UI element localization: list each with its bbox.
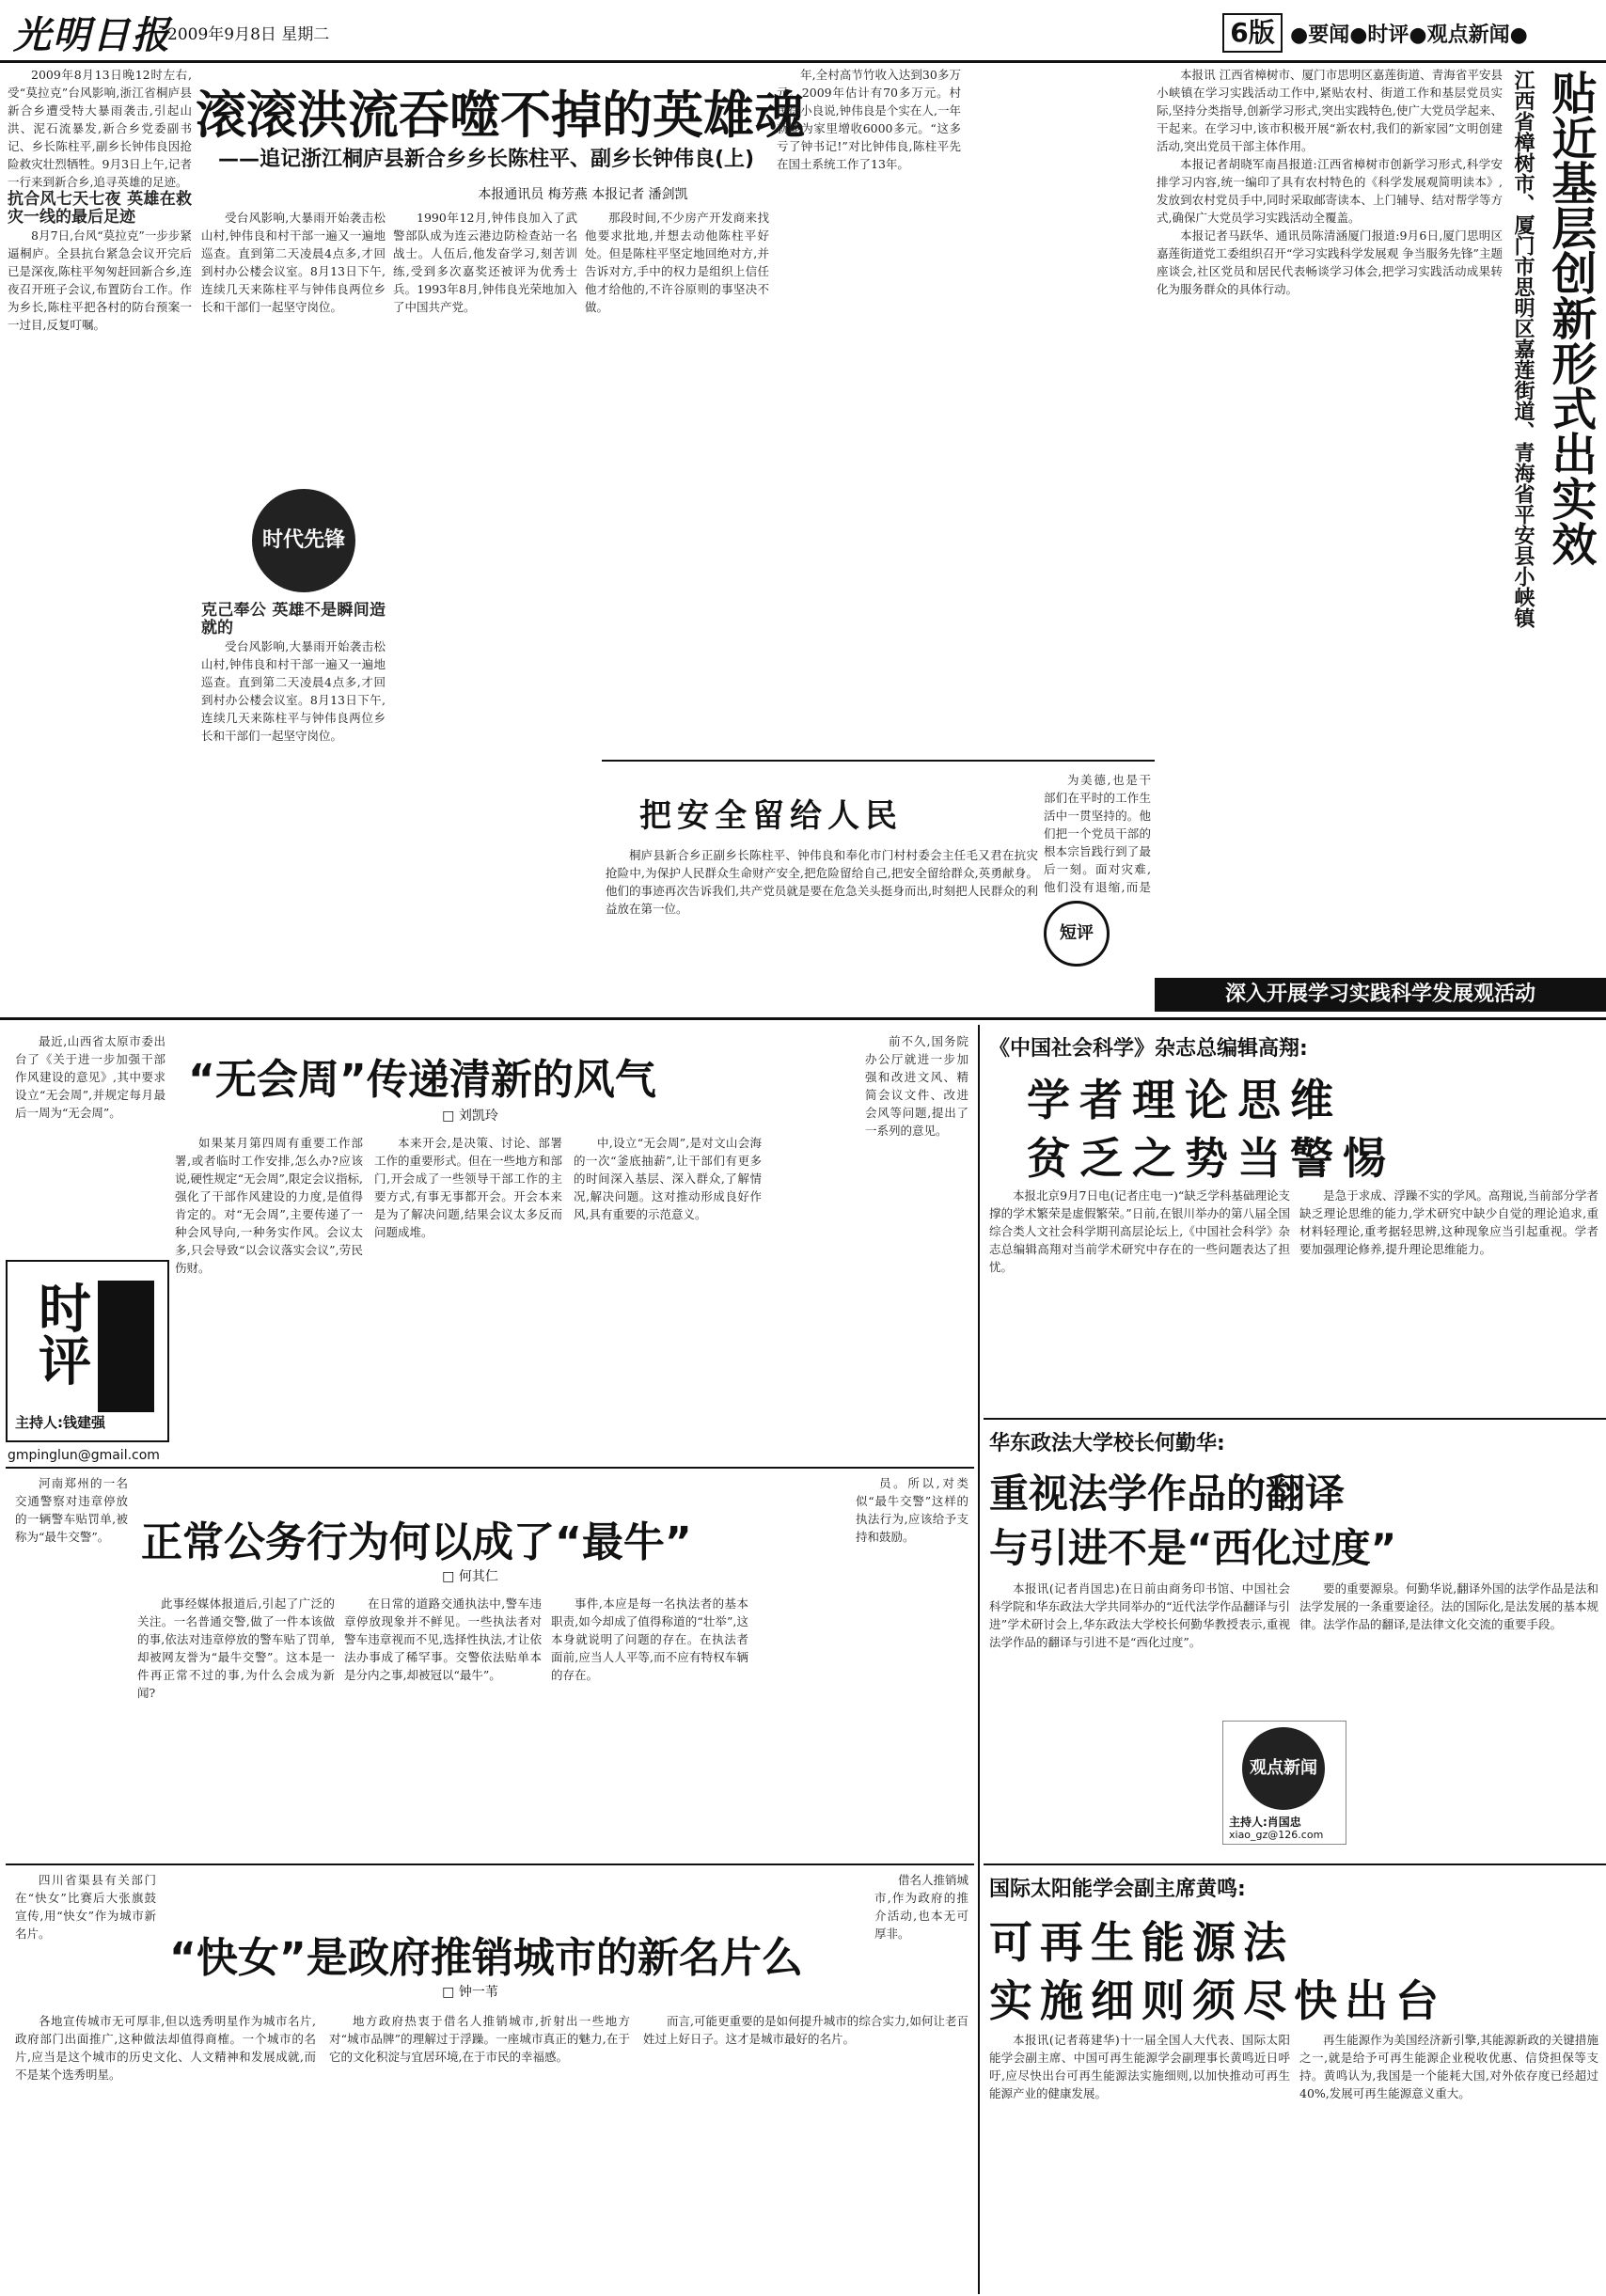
art2-column-2: 在日常的道路交通执法中,警车违章停放现象并不鲜见。一些执法者对警车违章视而不见,选择性执法,才让依法办事成了稀罕事。交警依法贴单本是分内之事,却被冠以“最牛”。 bbox=[344, 1596, 542, 1682]
art3-right: 借名人推销城市,作为政府的推介活动,也本无可厚非。 bbox=[874, 1873, 968, 1941]
section-tabs: ●要闻●时评●观点新闻● bbox=[1290, 24, 1528, 47]
news2-column-1: 本报讯(记者肖国忠)在日前由商务印书馆、中国社会科学院和华东政法大学共同举办的“近代法学作品翻译与引进”学术研讨会上,华东政法大学校长何勤华教授表示,重视法学作品的翻译与引进不是“西化过度”。 bbox=[989, 1581, 1290, 1649]
art2-right: 员。所以,对类似“最牛交警”这样的执法行为,应该给予支持和鼓励。 bbox=[856, 1476, 968, 1544]
right-story-body: 本报讯 江西省樟树市、厦门市思明区嘉莲街道、青海省平安县小峡镇在学习实践活动工作中,紧贴农村、街道工作和基层党员实际,坚持分类指导,创新学习形式,突出实践特色,使广大党员学起来、干起来。在学习中,该市积极开展“新农村,我们的新家园”文明创建活动,突出党员干部主体作用。 本报记者胡晓军南昌报道:江西省樟树市创新学习形式,科学安排学习内容,统一编印了具有农村特色的《科学发展观简明读本》,发放到农村党员手中,同时采取邮寄读本、上门辅导、结对帮学等方式,确保广大党员学习实践活动全覆盖。 本报记者马跃华、通讯员陈清涵厦门报道:9月6日,厦门思明区嘉莲街道党工委组织召开“学习实践科学发展观 争当服务先锋”主题座谈会,社区党员和居民代表畅谈学习体会,把学习实践活动成果转化为服务群众的具体行动。 bbox=[1157, 68, 1503, 296]
divider-news2 bbox=[984, 1418, 1606, 1420]
divider-art2 bbox=[6, 1467, 974, 1469]
ink-decoration-icon bbox=[98, 1281, 154, 1412]
art2-column-3: 事件,本应是每一名执法者的基本职责,如今却成了值得称道的“壮举”,这本身就说明了问题的存在。在执法者面前,应当人人平等,而不应有特权车辆的存在。 bbox=[551, 1596, 748, 1682]
dateline: 2009年9月8日 星期二 bbox=[167, 25, 330, 44]
lead-column-2b: 克己奉公 英雄不是瞬间造就的 受台风影响,大暴雨开始袭击松山村,钟伟良和村干部一遍又一遍地巡查。直到第二天凌晨4点多,才回到村办公楼会议室。8月13日下午,连续几天来陈柱平与钟伟良两位乡长和干部们一起坚守岗位。 bbox=[201, 602, 386, 743]
news2-title-line2: 与引进不是“西化过度” bbox=[989, 1525, 1397, 1571]
art3-lead: 四川省渠县有关部门在“快女”比赛后大张旗鼓宣传,用“快女”作为城市新名片。 bbox=[15, 1873, 156, 1941]
right-story-title: 贴近基层创新形式出实效 bbox=[1544, 70, 1597, 566]
lead-subhead-1: 抗合风七天七夜 英雄在救灾一线的最后足迹 bbox=[8, 190, 192, 227]
news1-column-2: 是急于求成、浮躁不实的学风。高翔说,当前部分学者缺乏理论思维的能力,学术研究中缺少自觉的理论追求,重材料轻理论,重考据轻思辨,这种现象应当引起重视。学者要加强理论修养,提升理论思维能力。 bbox=[1299, 1188, 1598, 1256]
art1-column-3: 中,设立“无会周”,是对文山会海的一次“釜底抽薪”,让干部们有更多的时间深入基层、深入群众,了解情况,解决问题。这对推动形成良好作风,具有重要的示范意义。 bbox=[574, 1136, 762, 1221]
news2-title-line1: 重视法学作品的翻译 bbox=[989, 1470, 1346, 1517]
news1-title-line1: 学者理论思维 bbox=[1027, 1075, 1343, 1125]
art3-column-2: 地方政府热衷于借名人推销城市,折射出一些地方对“城市品牌”的理解过于浮躁。一座城市真正的魅力,在于它的文化积淀与宜居环境,在于市民的幸福感。 bbox=[329, 2014, 630, 2064]
campaign-banner: 深入开展学习实践科学发展观活动 bbox=[1155, 978, 1606, 1012]
opinion-news-host: 主持人:肖国忠 bbox=[1229, 1816, 1301, 1829]
art1-column-1: 如果某月第四周有重要工作部署,或者临时工作安排,怎么办?应该说,硬性规定“无会周”,限定会议指标,强化了干部作风建设的力度,是值得肯定的。对“无会周”,主要传递了一种会风导向,一种务实作风。会议太多,只会导致“以会议落实会议”,劳民伤财。 bbox=[175, 1136, 363, 1275]
opinion-news-box bbox=[1222, 1721, 1346, 1845]
art3-column-3: 而言,可能更重要的是如何提升城市的综合实力,如何让老百姓过上好日子。这才是城市最好的名片。 bbox=[643, 2014, 968, 2046]
art1-lead: 最近,山西省太原市委出台了《关于进一步加强干部作风建设的意见》,其中要求设立“无会周”,并规定每月最后一周为“无会周”。 bbox=[15, 1034, 165, 1120]
art2-column-1: 此事经媒体报道后,引起了广泛的关注。一名普通交警,做了一件本该做的事,依法对违章停放的警车贴了罚单,却被网友誉为“最牛交警”。这本是一件再正常不过的事,为什么会成为新闻? bbox=[137, 1596, 335, 1700]
commentary-email: gmpinglun@gmail.com bbox=[8, 1448, 160, 1463]
opinion-news-badge: 观点新闻 bbox=[1242, 1727, 1325, 1810]
art1-author: □ 刘凯玲 bbox=[442, 1109, 498, 1124]
news3-title-line1: 可再生能源法 bbox=[989, 1917, 1294, 1968]
masthead bbox=[0, 0, 1606, 63]
lead-title: 滚滚洪流吞噬不掉的英雄魂 bbox=[196, 86, 805, 145]
art2-author: □ 何其仁 bbox=[442, 1569, 498, 1584]
news2-kicker: 华东政法大学校长何勤华: bbox=[989, 1432, 1225, 1455]
news3-column-2: 再生能源作为美国经济新引擎,其能源新政的关键措施之一,就是给予可再生能源企业税收优惠、信贷担保等支持。黄鸣认为,我国是一个能耗大国,对外依存度已经超过40%,发展可再生能源意义重大。 bbox=[1299, 2033, 1598, 2100]
news2-column-2: 要的重要源泉。何勤华说,翻译外国的法学作品是法和法学发展的一条重要途径。法的国际化,是法发展的基本规律。法学作品的翻译,是法律文化交流的重要手段。 bbox=[1299, 1581, 1598, 1631]
art2-title: 正常公务行为何以成了“最牛” bbox=[141, 1518, 692, 1566]
news3-title-line2: 实施细则须尽快出台 bbox=[989, 1975, 1446, 2026]
short-comment-badge: 短评 bbox=[1044, 901, 1110, 967]
commentary-host: 主持人:钱建强 bbox=[15, 1414, 105, 1431]
right-story-subtitle: 江西省樟树市、厦门市思明区嘉莲街道、青海省平安县小峡镇 bbox=[1511, 70, 1535, 628]
art1-column-2: 本来开会,是决策、讨论、部署工作的重要形式。但在一些地方和部门,开会成了一些领导干部工作的主要方式,有事无事都开会。开会本来是为了解决问题,结果会议太多反而问题成堆。 bbox=[374, 1136, 562, 1239]
news1-title-line2: 贫乏之势当警惕 bbox=[1027, 1133, 1395, 1184]
era-pioneer-badge: 时代先锋 bbox=[252, 489, 355, 592]
lead-column-5: 年,全村高节竹收入达到30多万元。2009年估计有70多万元。村民徐小良说,钟伟良是个实在人,一年就能为家里增收6000多元。“这多亏了钟书记!”对比钟伟良,陈柱平先在国土系统工作了13年。 bbox=[777, 68, 961, 171]
art2-lead: 河南郑州的一名交通警察对违章停放的一辆警车贴罚单,被称为“最牛交警”。 bbox=[15, 1476, 128, 1544]
commentary-body: 桐庐县新合乡正副乡长陈柱平、钟伟良和奉化市门村村委会主任毛又君在抗灾抢险中,为保护人民群众生命财产安全,把危险留给自己,把安全留给群众,英勇献身。他们的事迹再次告诉我们,共产党员就是要在危急关头挺身而出,时刻把人民群众的利益放在第一位。 bbox=[606, 848, 1038, 916]
opinion-news-email: xiao_gz@126.com bbox=[1229, 1829, 1324, 1841]
art3-author: □ 钟一苇 bbox=[442, 1985, 498, 2000]
art3-title: “快女”是政府推销城市的新名片么 bbox=[169, 1934, 803, 1982]
lead-column-2: 受台风影响,大暴雨开始袭击松山村,钟伟良和村干部一遍又一遍地巡查。直到第二天凌晨4点多,才回到村办公楼会议室。8月13日下午,连续几天来陈柱平与钟伟良两位乡长和干部们一起坚守岗位。 bbox=[201, 211, 386, 314]
lead-column-3: 1990年12月,钟伟良加入了武警部队成为连云港边防检查站一名战士。人伍后,他发奋学习,刻苦训练,受到多次嘉奖还被评为优秀士兵。1993年8月,钟伟良光荣地加入了中国共产党。 bbox=[393, 211, 577, 314]
commentary-logo-box bbox=[6, 1260, 169, 1442]
divider-art3 bbox=[6, 1864, 974, 1865]
commentary-title: 把安全留给人民 bbox=[639, 797, 903, 835]
lead-subtitle: ——追记浙江桐庐县新合乡乡长陈柱平、副乡长钟伟良(上) bbox=[218, 148, 755, 171]
art1-title: “无会周”传递清新的风气 bbox=[188, 1056, 656, 1104]
art1-right: 前不久,国务院办公厅就进一步加强和改进文风、精简会议文件、改进会风等问题,提出了一系列的意见。 bbox=[865, 1034, 968, 1138]
lead-column-1: 2009年8月13日晚12时左右,受“莫拉克”台风影响,浙江省桐庐县新合乡遭受特大暴雨袭击,引起山洪、泥石流暴发,新合乡党委副书记、乡长陈柱平,副乡长钟伟良因抢险救灾壮烈牺牲。9月3日上午,记者一行来到新合乡,追寻英雄的足迹。 抗合风七天七夜 英雄在救灾一线的最后足迹 8月7日,台风“莫拉克”一步步紧逼桐庐。全县抗台紧急会议开完后已是深夜,陈柱平匆匆赶回新合乡,连夜召开班子会议,布置防台工作。作为乡长,陈柱平把各村的防台预案一一过目,反复叮嘱。 bbox=[8, 68, 192, 332]
news1-kicker: 《中国社会科学》杂志总编辑高翔: bbox=[989, 1037, 1308, 1061]
commentary-logo: 时评 bbox=[30, 1281, 91, 1386]
section-divider bbox=[0, 1017, 1606, 1020]
lead-byline: 本报通讯员 梅芳燕 本报记者 潘剑凯 bbox=[478, 187, 688, 202]
news3-column-1: 本报讯(记者蒋建华)十一届全国人大代表、国际太阳能学会副主席、中国可再生能源学会副理事长黄鸣近日呼吁,应尽快出台可再生能源法实施细则,以加快推动可再生能源产业的健康发展。 bbox=[989, 2033, 1290, 2100]
edition-number: 6版 bbox=[1222, 13, 1283, 53]
commentary-box bbox=[602, 760, 1155, 997]
commentary-body-2: 为美德,也是干部们在平时的工作生活中一贯坚持的。他们把一个党员干部的根本宗旨践行到了最后一刻。面对灾难,他们没有退缩,而是 bbox=[1044, 773, 1151, 894]
lead-subhead-2: 克己奉公 英雄不是瞬间造就的 bbox=[201, 602, 386, 637]
divider-news3 bbox=[984, 1864, 1606, 1865]
news3-kicker: 国际太阳能学会副主席黄鸣: bbox=[989, 1878, 1246, 1901]
art3-column-1: 各地宣传城市无可厚非,但以选秀明星作为城市名片,政府部门出面推广,这种做法却值得商榷。一个城市的名片,应当是这个城市的历史文化、人文精神和发展成就,而不是某个选秀明星。 bbox=[15, 2014, 316, 2082]
newspaper-logo: 光明日报 bbox=[13, 13, 171, 57]
column-divider bbox=[978, 1025, 980, 2294]
lead-column-4: 那段时间,不少房产开发商来找他要求批地,并想去动他陈柱平好处。但是陈柱平坚定地回绝对方,并告诉对方,手中的权力是组织上信任他才给他的,不许谷原则的事坚决不做。 bbox=[585, 211, 769, 314]
news1-column-1: 本报北京9月7日电(记者庄电一)“缺乏学科基础理论支撑的学术繁荣是虚假繁荣。”日前,在银川举办的第八届全国综合类人文社会科学期刊高层论坛上,《中国社会科学》杂志总编辑高翔对当前学术研究中存在的一些问题表达了担忧。 bbox=[989, 1188, 1290, 1274]
